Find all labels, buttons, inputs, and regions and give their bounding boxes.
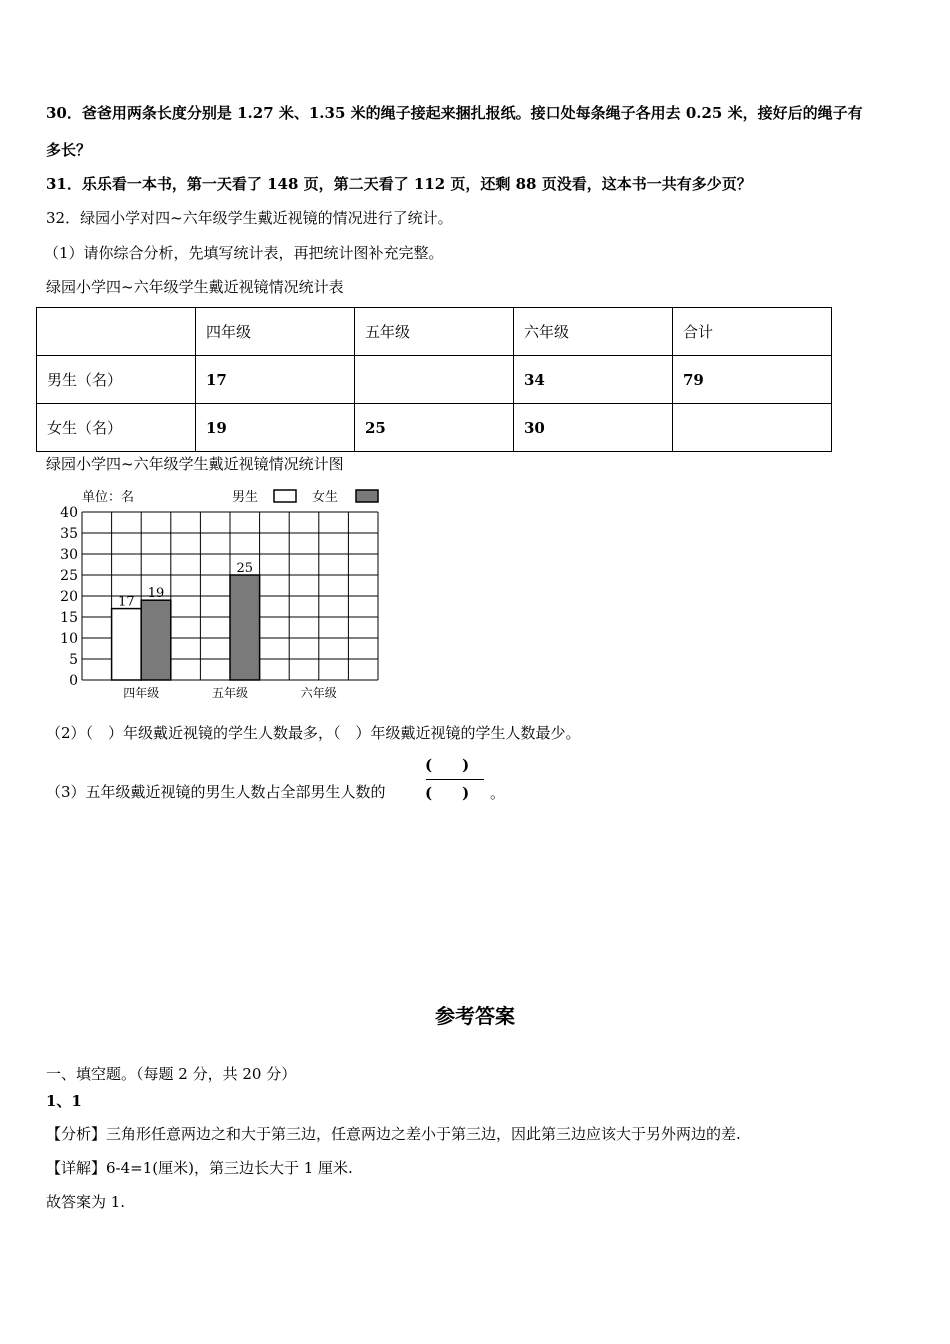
q32-part3	[46, 781, 386, 802]
table-header-cell: 合计	[673, 308, 832, 356]
bar-女生-五年级	[230, 575, 260, 680]
table-row	[37, 356, 832, 404]
q32-part3-prefix: （3）五年级戴近视镜的男生人数占全部男生人数的	[46, 783, 386, 801]
table-cell: 女生（名）	[37, 404, 196, 452]
q32: 32．绿园小学对四~六年级学生戴近视镜的情况进行了统计。	[46, 209, 453, 227]
q32-part3-suffix: 。	[490, 784, 506, 802]
table-title: 绿园小学四~六年级学生戴近视镜情况统计表	[46, 278, 344, 296]
answer-section: 一、填空题。（每题 2 分，共 20 分）	[46, 1065, 297, 1083]
table-cell[interactable]	[355, 356, 514, 404]
chart-title: 绿园小学四~六年级学生戴近视镜情况统计图	[46, 455, 344, 473]
chart-grid	[60, 505, 378, 689]
table-cell: 30	[514, 404, 673, 452]
table-cell[interactable]	[673, 404, 832, 452]
x-category-label: 五年级	[211, 686, 249, 700]
q32-part1: （1）请你综合分析，先填写统计表，再把统计图补充完整。	[44, 244, 444, 262]
legend-female-swatch	[356, 490, 378, 502]
y-tick-label: 10	[60, 631, 78, 647]
data-label: 25	[236, 561, 254, 576]
bar-男生-四年级	[112, 609, 142, 680]
y-tick-label: 0	[69, 673, 78, 689]
table-cell: 25	[355, 404, 514, 452]
chart-bars	[112, 575, 260, 680]
table-header-cell: 六年级	[514, 308, 673, 356]
stat-table	[36, 307, 832, 452]
table-cell: 17	[196, 356, 355, 404]
table-header-cell: 五年级	[355, 308, 514, 356]
q31: 31．乐乐看一本书，第一天看了 148 页，第二天看了 112 页，还剩 88 页没看，这本书一共有多少页？	[46, 175, 752, 193]
table-header-cell	[37, 308, 196, 356]
unit-label: 单位：名	[82, 490, 135, 505]
y-tick-label: 5	[69, 652, 78, 668]
q30-line2: 多长？	[46, 141, 92, 159]
y-tick-label: 30	[60, 547, 78, 563]
table-cell: 79	[673, 356, 832, 404]
answer-title: 参考答案	[435, 1004, 515, 1028]
q32-part2: （2）（ ）年级戴近视镜的学生人数最多，（ ）年级戴近视镜的学生人数最少。	[46, 724, 581, 742]
legend-female-label: 女生	[312, 490, 339, 505]
fraction-numerator: ( )	[425, 756, 470, 774]
q30-line1: 30．爸爸用两条长度分别是 1.27 米、1.35 米的绳子接起来捆扎报纸。接口处每条绳子各用去 0.25 米，接好后的绳子有	[46, 104, 863, 122]
answer-item: 1、1	[46, 1092, 82, 1110]
table-cell: 男生（名）	[37, 356, 196, 404]
y-tick-label: 40	[60, 505, 78, 521]
answer-detail: 【详解】6-4=1(厘米)，第三边长大于 1 厘米.	[46, 1159, 353, 1177]
y-tick-label: 15	[60, 610, 78, 626]
bar-女生-四年级	[141, 600, 171, 680]
table-cell: 34	[514, 356, 673, 404]
table-cell: 19	[196, 404, 355, 452]
data-label: 17	[118, 594, 135, 610]
x-category-label: 六年级	[300, 686, 337, 700]
answer-analysis: 【分析】三角形任意两边之和大于第三边，任意两边之差小于第三边，因此第三边应该大于另外两边的差.	[46, 1125, 741, 1143]
fraction-denominator: ( )	[425, 784, 470, 802]
y-tick-label: 20	[60, 589, 78, 605]
x-category-label: 四年级	[123, 686, 160, 700]
fraction-blank[interactable]	[423, 754, 489, 804]
table-header-cell: 四年级	[196, 308, 355, 356]
legend-male-swatch	[274, 490, 296, 502]
data-label: 19	[147, 586, 165, 602]
bar-chart	[44, 486, 384, 702]
y-tick-label: 25	[60, 568, 78, 584]
y-tick-label: 35	[60, 526, 78, 542]
table-row	[37, 404, 832, 452]
table-header-row	[37, 308, 832, 356]
legend-male-label: 男生	[232, 490, 259, 505]
answer-conclusion: 故答案为 1.	[46, 1193, 126, 1211]
fraction-line	[426, 779, 484, 780]
